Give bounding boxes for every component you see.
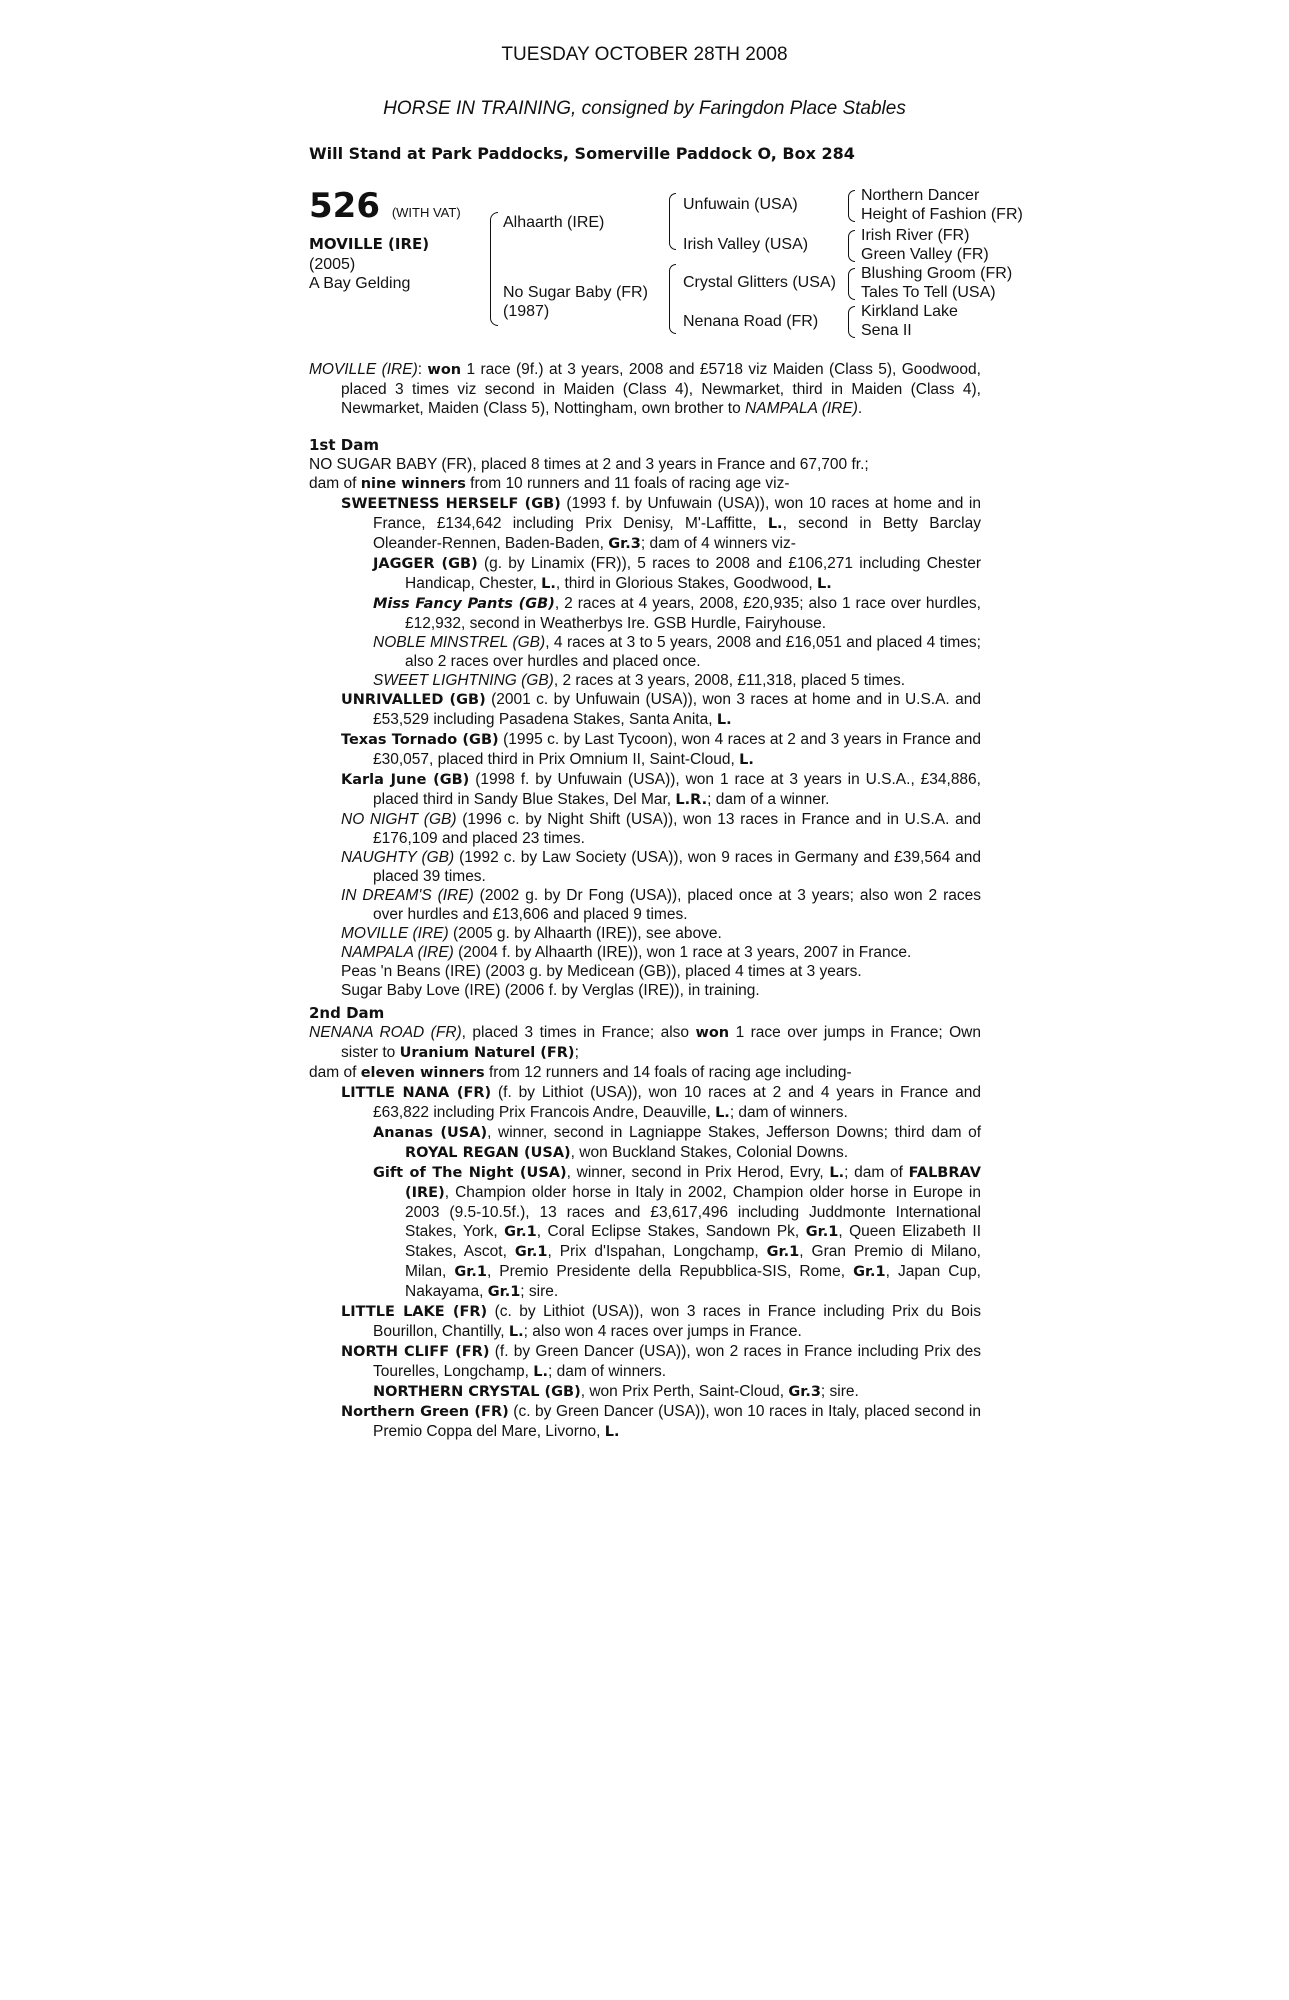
pedigree-dam-sire: Crystal Glitters (USA) — [683, 274, 836, 291]
horse-year: (2005) — [309, 256, 356, 273]
pedigree-sire: Alhaarth (IRE) — [503, 214, 605, 231]
pedigree-dds: Kirkland Lake — [861, 303, 958, 320]
horse-description: A Bay Gelding — [309, 275, 411, 292]
pedigree-dss: Blushing Groom (FR) — [861, 265, 1013, 282]
pedigree-brace — [490, 212, 498, 326]
lot-number: 526 (WITH VAT) — [309, 186, 461, 226]
consignment-subtitle: HORSE IN TRAINING, consigned by Faringdon Place Stables — [383, 98, 906, 119]
pedigree-brace — [848, 306, 855, 338]
horse-name: MOVILLE (IRE) — [309, 235, 430, 253]
vat-note: (WITH VAT) — [391, 205, 461, 220]
pedigree-sdd: Green Valley (FR) — [861, 246, 989, 263]
pedigree-dsd: Tales To Tell (USA) — [861, 284, 996, 301]
pedigree-brace — [669, 193, 676, 250]
pedigree-brace — [848, 190, 855, 222]
pedigree-sss: Northern Dancer — [861, 187, 980, 204]
pedigree-ddd: Sena II — [861, 322, 912, 339]
race-record: MOVILLE (IRE): won 1 race (9f.) at 3 years, 2008 and £5718 viz Maiden (Class 5), Goodwood, placed 3 times viz second in Maiden (Class 4), Newmarket, third in Maiden (Class 4), Newmarket, Maiden (Class 5), Nottingham, own brother to NAMPALA (IRE). — [309, 361, 981, 417]
pedigree-brace — [669, 264, 676, 334]
pedigree-sire-sire: Unfuwain (USA) — [683, 196, 798, 213]
stand-location: Will Stand at Park Paddocks, Somerville Paddock O, Box 284 — [309, 144, 855, 163]
second-dam-section: 2nd Dam NENANA ROAD (FR), placed 3 times in France; also won 1 race over jumps in France; Own sister to Uranium Naturel (FR); dam of eleven winners from 12 runners and 14 foals of racing age including- LITTLE NANA (FR) (f. by Lithiot (USA)), won 10 races at 2 and 4 years in France and £63,822 including Prix Francois Andre, Deauville, L.; dam of winners. Ananas (USA), winner, second in Lagniappe Stakes, Jefferson Downs; third dam of ROYAL REGAN (USA), won Buckland Stakes, Colonial Downs. Gift of The Night (USA), winner, second in Prix Herod, Evry, L.; dam of FALBRAV (IRE), Champion older horse in Italy in 2002, Champion older horse in Europe in 2003 (9.5-10.5f.), 13 races and £3,617,496 including Juddmonte International Stakes, York, Gr.1, Coral Eclipse Stakes, Sandown Pk, Gr.1, Queen Elizabeth II Stakes, Ascot, Gr.1, Prix d'Ispahan, Longchamp, Gr.1, Gran Premio di Milano, Milan, Gr.1, Premio Presidente della Repubblica-SIS, Rome, Gr.1, Japan Cup, Nakayama, Gr.1; sire. LITTLE LAKE (FR) (c. by Lithiot (USA)), won 3 races in France including Prix du Bois Bourillon, Chantilly, L.; also won 4 races over jumps in France. NORTH CLIFF (FR) (f. by Green Dancer (USA)), won 2 races in France including Prix des Tourelles, Longchamp, L.; dam of winners. NORTHERN CRYSTAL (GB), won Prix Perth, Saint-Cloud, Gr.3; sire. Northern Green (FR) (c. by Green Dancer (USA)), won 10 races in Italy, placed second in Premio Coppa del Mare, Livorno, L. — [309, 1004, 982, 1440]
first-dam-section: 1st Dam NO SUGAR BABY (FR), placed 8 times at 2 and 3 years in France and 67,700 fr.; dam of nine winners from 10 runners and 11 foals of racing age viz- SWEETNESS HERSELF (GB) (1993 f. by Unfuwain (USA)), won 10 races at home and in France, £134,642 including Prix Denisy, M'-Laffitte, L., second in Betty Barclay Oleander-Rennen, Baden-Baden, Gr.3; dam of 4 winners viz- JAGGER (GB) (g. by Linamix (FR)), 5 races to 2008 and £106,271 including Chester Handicap, Chester, L., third in Glorious Stakes, Goodwood, L. Miss Fancy Pants (GB), 2 races at 4 years, 2008, £20,935; also 1 race over hurdles, £12,932, second in Weatherbys Ire. GSB Hurdle, Fairyhouse. NOBLE MINSTREL (GB), 4 races at 3 to 5 years, 2008 and £16,051 and placed 4 times; also 2 races over hurdles and placed once. SWEET LIGHTNING (GB), 2 races at 3 years, 2008, £11,318, placed 5 times. UNRIVALLED (GB) (2001 c. by Unfuwain (USA)), won 3 races at home and in U.S.A. and £53,529 including Pasadena Stakes, Santa Anita, L. Texas Tornado (GB) (1995 c. by Last Tycoon), won 4 races at 2 and 3 years in France and £30,057, placed third in Prix Omnium II, Saint-Cloud, L. Karla June (GB) (1998 f. by Unfuwain (USA)), won 1 race at 3 years in U.S.A., £34,886, placed third in Sandy Blue Stakes, Del Mar, L.R.; dam of a winner. NO NIGHT (GB) (1996 c. by Night Shift (USA)), won 13 races in France and in U.S.A. and £176,109 and placed 23 times. NAUGHTY (GB) (1992 c. by Law Society (USA)), won 9 races in Germany and £39,564 and placed 39 times. IN DREAM'S (IRE) (2002 g. by Dr Fong (USA)), placed once at 3 years; also won 2 races over hurdles and £13,606 and placed 9 times. MOVILLE (IRE) (2005 g. by Alhaarth (IRE)), see above. NAMPALA (IRE) (2004 f. by Alhaarth (IRE)), won 1 race at 3 years, 2007 in France. Peas 'n Beans (IRE) (2003 g. by Medicean (GB)), placed 4 times at 3 years. Sugar Baby Love (IRE) (2006 f. by Verglas (IRE)), in training. — [309, 436, 982, 999]
pedigree-sire-dam: Irish Valley (USA) — [683, 236, 809, 253]
pedigree-dam-dam: Nenana Road (FR) — [683, 313, 819, 330]
pedigree-brace — [848, 268, 855, 300]
pedigree-brace — [848, 230, 855, 262]
sale-date: TUESDAY OCTOBER 28TH 2008 — [501, 44, 788, 65]
pedigree-dam: No Sugar Baby (FR) — [503, 284, 648, 301]
section-heading: 2nd Dam — [309, 1004, 385, 1022]
pedigree-ssd: Height of Fashion (FR) — [861, 206, 1023, 223]
section-heading: 1st Dam — [309, 436, 379, 454]
pedigree-dam-year: (1987) — [503, 303, 550, 320]
pedigree-sds: Irish River (FR) — [861, 227, 970, 244]
